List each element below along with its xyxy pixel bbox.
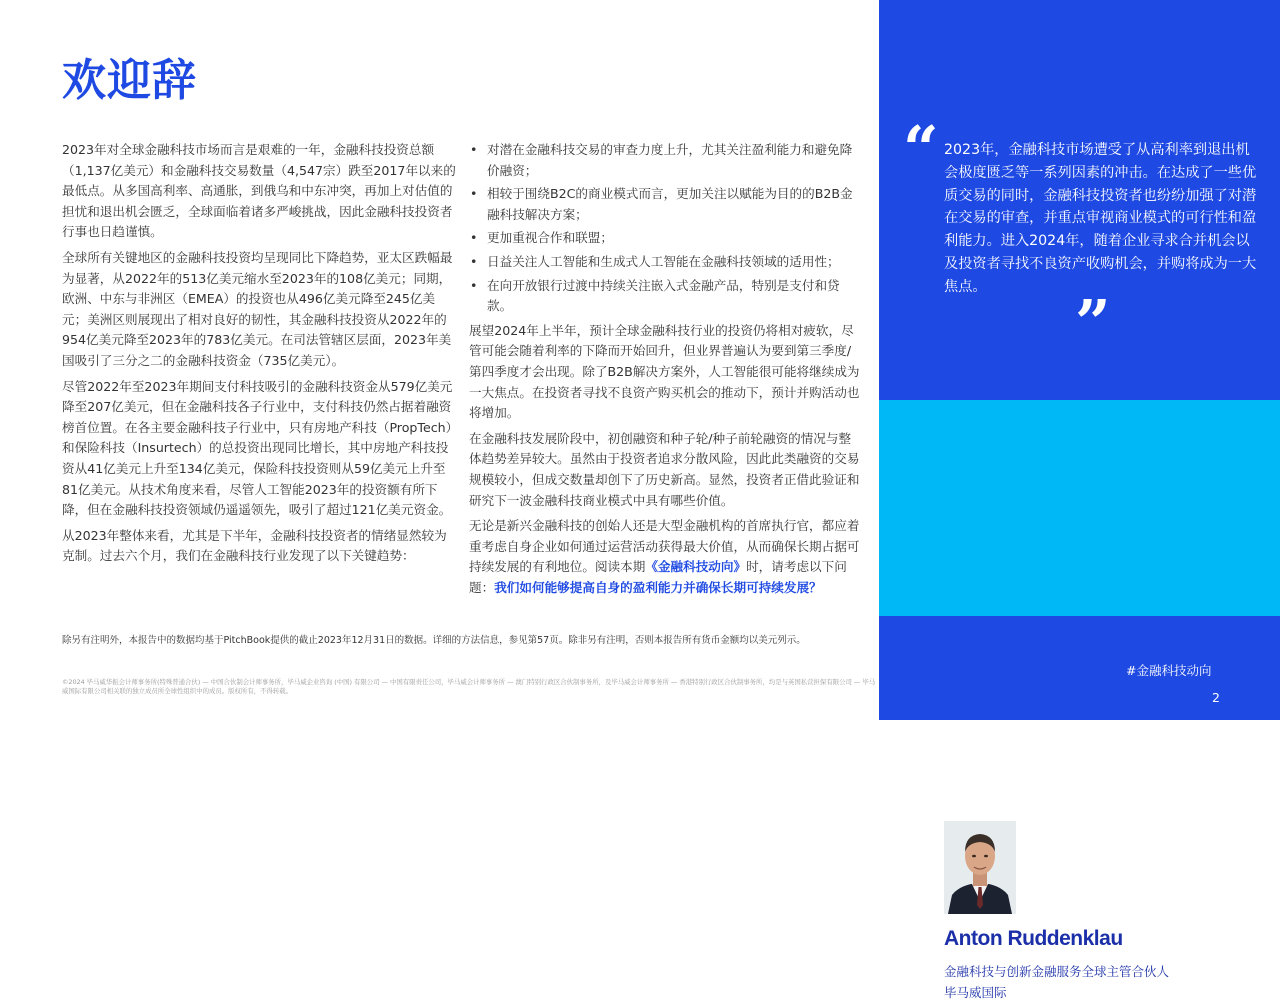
- key-question: 我们如何能够提高自身的盈利能力并确保长期可持续发展？: [494, 579, 822, 595]
- bullet-item: • 在向开放银行过渡中持续关注嵌入式金融产品，特别是支付和贷款。: [469, 276, 861, 317]
- author-name: Anton Ruddenklau: [944, 927, 1123, 950]
- legal-notice: ©2024 毕马威华振会计师事务所(特殊普通合伙) — 中国合伙制会计师事务所，毕马威企业咨询 (中国) 有限公司 — 中国有限责任公司，毕马威会计师事务所 — 澳门特别行政区合伙制事务所，及毕马威会计师事务所 — 香港特别行政区合伙制事务所，均是与英国私营担保有限公司 — 毕马威国际有限公司相关联的独立成员所全球性组织中的成员。版权所有，不得转载。: [62, 678, 876, 695]
- trend-bullet-list: [469, 140, 861, 317]
- closing-text: 无论是新兴金融科技的创始人还是大型金融机构的首席执行官，都应着重考虑自身企业如何通过运营活动获得最大价值，从而确保长期占据可持续发展的有利地位。阅读本期: [469, 518, 860, 575]
- author-organization: 毕马威国际: [944, 985, 1007, 1000]
- page-number: 2: [1212, 690, 1220, 705]
- close-quote-icon: ”: [1075, 286, 1111, 359]
- middle-text-column: [469, 140, 861, 603]
- bullet-item: • 对潜在金融科技交易的审查力度上升，尤其关注盈利能力和避免降价融资；: [469, 140, 861, 181]
- quote-text: 2023年，金融科技市场遭受了从高利率到退出机会极度匮乏等一系列因素的冲击。在达成了一些优质交易的同时，金融科技投资者也纷纷加强了对潜在交易的审查，并重点审视商业模式的可行性和盈利能力。进入2024年，随着企业寻求合并机会以及投资者寻找不良资产收购机会，并购将成为一大焦点。: [944, 142, 1257, 295]
- left-text-column: [62, 140, 456, 572]
- footer-panel: [879, 616, 1280, 720]
- bullet-item: • 日益关注人工智能和生成式人工智能在金融科技领域的适用性；: [469, 252, 861, 273]
- open-quote-icon: “: [903, 112, 939, 185]
- footnote: 除另有注明外，本报告中的数据均基于PitchBook提供的截止2023年12月31日的数据。详细的方法信息，参见第57页。除非另有注明，否则本报告所有货币金额均以美元列示。: [62, 635, 806, 646]
- author-photo: [944, 821, 1016, 914]
- author-title: 金融科技与创新金融服务全球主管合伙人: [944, 964, 1170, 979]
- bullet-item: • 相较于围绕B2C的商业模式而言，更加关注以赋能为目的的B2B金融科技解决方案；: [469, 184, 861, 225]
- paragraph: 在金融科技发展阶段中，初创融资和种子轮/种子前轮融资的情况与整体趋势差异较大。虽然由于投资者追求分散风险，因此此类融资的交易规模较小，但成交数量却创下了历史新高。显然，投资者正借此验证和研究下一波金融科技商业模式中具有哪些价值。: [469, 430, 860, 508]
- right-panel: [879, 0, 1280, 1000]
- paragraph: 全球所有关键地区的金融科技投资均呈现同比下降趋势，亚太区跌幅最为显著，从2022年的513亿美元缩水至2023年的108亿美元；同期，欧洲、中东与非洲区（EMEA）的投资也从496亿美元降至245亿美元；美洲区则展现出了相对良好的韧性，其金融科技投资从2022年的954亿美元降至2023年的783亿美元。在司法管辖区层面，2023年美国吸引了三分之二的金融科技资金（735亿美元）。: [62, 249, 453, 368]
- paragraph: 展望2024年上半年，预计全球金融科技行业的投资仍将相对疲软，尽管可能会随着利率的下降而开始回升，但业界普遍认为要到第三季度/第四季度才会出现。除了B2B解决方案外，人工智能很可能将继续成为一大焦点。在投资者寻找不良资产购买机会的推动下，预计并购活动也将增加。: [469, 322, 860, 421]
- hashtag: #金融科技动向: [1126, 663, 1212, 678]
- quote-panel: [879, 0, 1280, 400]
- page-title: 欢迎辞: [62, 55, 197, 106]
- paragraph: 尽管2022年至2023年期间支付科技吸引的金融科技资金从579亿美元降至207亿美元，但在金融科技各子行业中，支付科技仍然占据着融资榜首位置。在各主要金融科技子行业中，只有房地产科技（PropTech）和保险科技（Insurtech）的总投资出现同比增长，其中房地产科技投资从41亿美元上升至134亿美元，保险科技投资则从59亿美元上升至81亿美元。从技术角度来看，尽管人工智能2023年的投资额有所下降，但在金融科技投资领域仍遥遥领先，吸引了超过121亿美元资金。: [62, 378, 453, 518]
- paragraph: 2023年对全球金融科技市场而言是艰难的一年，金融科技投资总额（1,137亿美元）和金融科技交易数量（4,547宗）跌至2017年以来的最低点。从多国高利率、高通胀，到俄乌和中东冲突，再加上对估值的担忧和退出机会匮乏，全球面临着诸多严峻挑战，因此金融科技投资者行事也日趋谨慎。: [62, 142, 456, 240]
- publication-name: 《金融科技动向》: [645, 559, 747, 575]
- paragraph: 从2023年整体来看，尤其是下半年，金融科技投资者的情绪显然较为克制。过去六个月，我们在金融科技行业发现了以下关键趋势：: [62, 527, 447, 564]
- closing-paragraph: [469, 516, 861, 598]
- bullet-item: • 更加重视合作和联盟；: [469, 228, 861, 249]
- closing-text-2: 时，请考虑以下问题：: [469, 559, 847, 595]
